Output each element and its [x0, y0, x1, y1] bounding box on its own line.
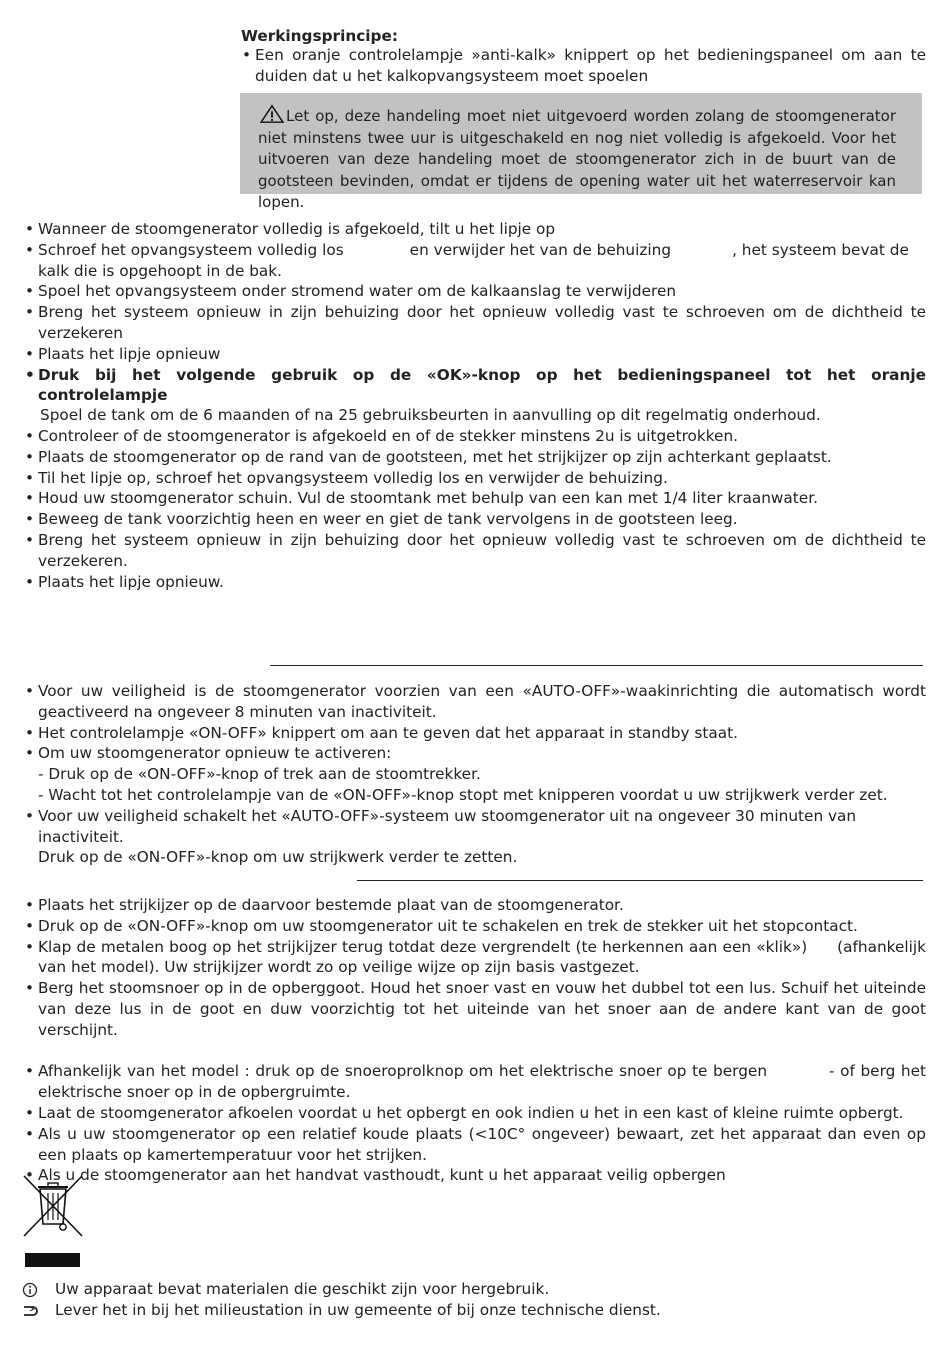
sub-item: - Wacht tot het controlelampje van de «ON-OFF»-knop stopt met knipperen voordat u uw strijkwerk verder zet.	[38, 785, 888, 804]
section-divider	[270, 665, 923, 666]
list-item: • Laat de stoomgenerator afkoelen voordat u het opbergt en ook indien u het in een kast of kleine ruimte opbergt.	[24, 1103, 926, 1124]
section-heading: Werkingsprincipe:	[241, 27, 398, 45]
list-item: • Om uw stoomgenerator opnieuw te activeren:	[24, 743, 926, 764]
list-item: • Plaats het strijkijzer op de daarvoor bestemde plaat van de stoomgenerator.	[24, 895, 926, 916]
weee-bar	[25, 1253, 80, 1267]
list-item: • Houd uw stoomgenerator schuin. Vul de stoomtank met behulp van een kan met 1/4 liter kraanwater.	[24, 488, 926, 509]
list-item: • Plaats het lipje opnieuw.	[24, 572, 926, 593]
working-principle-item	[241, 45, 926, 87]
list-item: • Als u de stoomgenerator aan het handvat vasthoudt, kunt u het apparaat veilig opbergen	[24, 1165, 926, 1186]
list-item: • Spoel het opvangsysteem onder stromend water om de kalkaanslag te verwijderen	[24, 281, 926, 302]
warning-text: Let op, deze handeling moet niet uitgevoerd worden zolang de stoomgenerator niet minstens twee uur is uitgeschakeld en nog niet volledig is afgekoeld. Voor het uitvoeren van deze handeling moet de stoomgenerator zich in de buurt van de gootsteen bevinden, omdat er tijdens de opening water uit het waterreservoir kan lopen.	[258, 107, 896, 211]
warning-box	[240, 93, 922, 211]
intro-line-2: duiden dat u het kalkopvangsysteem moet spoelen	[255, 66, 649, 85]
list-item: • Druk op de «ON-OFF»-knop om uw stoomgenerator uit te schakelen en trek de stekker uit het stopcontact.	[24, 916, 926, 937]
list-item: • Schroef het opvangsysteem volledig los en verwijder het van de behuizing , het systeem bevat de kalk die is opgehoopt in de bak.	[24, 240, 926, 282]
list-item: • Druk bij het volgende gebruik op de «OK»-knop op het bedieningspaneel tot het oranje controlelampje	[24, 365, 926, 407]
list-item: • Berg het stoomsnoer op in de opberggoot. Houd het snoer vast en vouw het dubbel tot een lus. Schuif het uiteinde van deze lus in de goot en duw voorzichtig tot het uiteinde van het snoer aan de andere kant van de goot verschijnt.	[24, 978, 926, 1040]
descale-steps	[24, 219, 926, 406]
list-item: • Plaats het lipje opnieuw	[24, 344, 926, 365]
list-item: • Til het lipje op, schroef het opvangsysteem volledig los en verwijder de behuizing.	[24, 468, 926, 489]
list-item: • Als u uw stoomgenerator op een relatief koude plaats (<10C° ongeveer) bewaart, zet het apparaat dan even op een plaats op kamertemperatuur voor het strijken.	[24, 1124, 926, 1166]
info-circle-icon	[22, 1282, 38, 1298]
list-item: • Het controlelampje «ON-OFF» knippert om aan te geven dat het apparaat in standby staat.	[24, 723, 926, 744]
sub-item: - Druk op de «ON-OFF»-knop of trek aan de stoomtrekker.	[38, 765, 481, 784]
crossed-bin-icon	[22, 1174, 84, 1238]
list-item: • Breng het systeem opnieuw in zijn behuizing door het opnieuw volledig vast te schroeven om de dichtheid te verzekeren	[24, 302, 926, 344]
storage-section	[24, 895, 926, 1186]
arrow-icon	[22, 1303, 40, 1319]
list-item: • Afhankelijk van het model : druk op de snoeroprolknop om het elektrische snoer op te bergen - of berg het elektrische snoer op in de opbergruimte.	[24, 1061, 926, 1103]
section-divider	[357, 880, 923, 881]
intro-line-1: • Een oranje controlelampje »anti-kalk» knippert op het bedieningspaneel om aan te	[255, 46, 926, 64]
list-item: • Beweeg de tank voorzichtig heen en weer en giet de tank vervolgens in de gootsteen leeg.	[24, 509, 926, 530]
list-item: • Voor uw veiligheid is de stoomgenerator voorzien van een «AUTO-OFF»-waakinrichting die automatisch wordt geactiveerd na ongeveer 8 minuten van inactiviteit.	[24, 681, 926, 723]
list-item: • Klap de metalen boog op het strijkijzer terug totdat deze vergrendelt (te herkennen aan een «klik») (afhankelijk van het model). Uw strijkijzer wordt zo op veilige wijze op zijn basis vastgezet.	[24, 937, 926, 979]
list-item: • Breng het systeem opnieuw in zijn behuizing door het opnieuw volledig vast te schroeven om de dichtheid te verzekeren.	[24, 530, 926, 572]
list-item: • Controleer of de stoomgenerator is afgekoeld en of de stekker minstens 2u is uitgetrokken.	[24, 426, 926, 447]
tank-steps	[24, 426, 926, 592]
list-item: • Voor uw veiligheid schakelt het «AUTO-OFF»-systeem uw stoomgenerator uit na ongeveer 30 minuten van inactiviteit. Druk op de «ON-OFF»-knop om uw strijkwerk verder te zetten.	[24, 806, 926, 868]
auto-off-section	[24, 681, 926, 868]
list-item: • Plaats de stoomgenerator op de rand van de gootsteen, met het strijkijzer op zijn achterkant geplaatst.	[24, 447, 926, 468]
warning-triangle-icon	[258, 104, 286, 124]
list-item: • Wanneer de stoomgenerator volledig is afgekoeld, tilt u het lipje op	[24, 219, 926, 240]
working-principle-heading	[241, 26, 926, 47]
tank-intro: Spoel de tank om de 6 maanden of na 25 gebruiksbeurten in aanvulling op dit regelmatig onderhoud.	[40, 406, 821, 424]
